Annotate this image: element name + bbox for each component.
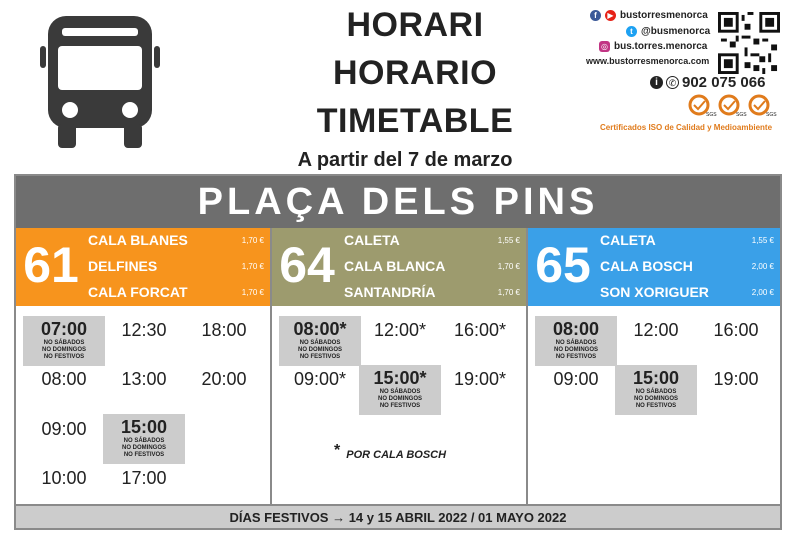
departure-time: 16:00* — [453, 320, 507, 340]
stop-name: CALA BLANCA — [344, 258, 446, 274]
bus-front-icon — [40, 12, 160, 152]
stop-price: 1,55 € — [497, 236, 520, 245]
iso-certification-text: Certificados ISO de Calidad y Medioambiente — [600, 123, 773, 132]
route-header — [16, 228, 270, 306]
route-number: 61 — [23, 237, 79, 293]
stop-price: 1,70 € — [241, 262, 264, 271]
restriction-no-saturdays: NO SÁBADOS — [635, 389, 677, 395]
departure-time: 16:00 — [713, 320, 759, 340]
facebook-handle: bustorresmenorca — [620, 10, 708, 21]
stop-name: CALETA — [600, 232, 656, 248]
holidays-footer: DÍAS FESTIVOS → 14 y 15 ABRIL 2022 / 01 MAYO 2022 — [16, 504, 780, 528]
stop-name: SANTANDRÍA — [344, 284, 436, 300]
departure-time: 15:00 — [632, 368, 680, 388]
restriction-no-holidays: NO FESTIVOS — [299, 354, 341, 360]
departure-time: 08:00* — [293, 319, 347, 339]
info-icon: i — [650, 76, 663, 89]
departure-time: 12:00* — [373, 320, 427, 340]
twitter-handle: @busmenorca — [641, 26, 711, 37]
departure-time: 07:00 — [40, 319, 88, 339]
departure-time: 09:00* — [293, 369, 347, 389]
youtube-icon: ▶ — [605, 10, 616, 21]
restriction-no-sundays: NO DOMINGOS — [121, 445, 166, 451]
twitter-icon: t — [626, 26, 637, 37]
restriction-no-saturdays: NO SÁBADOS — [555, 340, 597, 346]
instagram-handle: bus.torres.menorca — [614, 41, 708, 52]
restriction-no-holidays: NO FESTIVOS — [123, 452, 165, 458]
departure-time: 13:00 — [121, 369, 167, 389]
restriction-no-saturdays: NO SÁBADOS — [299, 340, 341, 346]
departure-time: 12:30 — [121, 320, 167, 340]
iso-certificate-icon — [718, 95, 747, 118]
facebook-icon: f — [590, 10, 601, 21]
departure-time: 10:00 — [41, 468, 87, 488]
contact-facebook-youtube — [590, 10, 708, 21]
stop-name: CALA BOSCH — [600, 258, 693, 274]
station-name: PLAÇA DELS PINS — [16, 176, 780, 228]
departure-time: 17:00 — [121, 468, 167, 488]
departure-restricted — [103, 414, 185, 464]
restriction-no-sundays: NO DOMINGOS — [553, 347, 598, 353]
title-spanish: HORARIO — [332, 54, 498, 92]
contact-twitter — [626, 26, 710, 37]
departure-time: 19:00 — [713, 369, 759, 389]
iso-badge-label: SGS — [766, 112, 777, 118]
footnote-text: POR CALA BOSCH — [346, 449, 447, 461]
restriction-no-holidays: NO FESTIVOS — [379, 403, 421, 409]
route-64-column — [272, 228, 528, 506]
restriction-no-holidays: NO FESTIVOS — [635, 403, 677, 409]
restriction-no-saturdays: NO SÁBADOS — [43, 340, 85, 346]
route-61-column — [16, 228, 272, 506]
stop-name: CALETA — [344, 232, 400, 248]
departure-restricted — [279, 316, 361, 366]
stop-price: 1,55 € — [751, 236, 774, 245]
departure-time: 20:00 — [201, 369, 247, 389]
route-number: 65 — [535, 237, 591, 293]
route-65-column — [528, 228, 780, 506]
stop-name: CALA FORCAT — [88, 284, 188, 300]
departure-time: 09:00 — [41, 419, 87, 439]
restriction-no-sundays: NO DOMINGOS — [41, 347, 86, 353]
route-footnote — [334, 442, 446, 461]
departure-time: 15:00 — [120, 417, 168, 437]
departure-time: 09:00 — [553, 369, 599, 389]
restriction-no-sundays: NO DOMINGOS — [633, 396, 678, 402]
iso-badges — [688, 95, 777, 118]
restriction-no-sundays: NO DOMINGOS — [297, 347, 342, 353]
restriction-no-holidays: NO FESTIVOS — [43, 354, 85, 360]
stop-price: 1,70 € — [241, 236, 264, 245]
contact-instagram — [599, 41, 707, 52]
instagram-icon: ◎ — [599, 41, 610, 52]
title-catalan: HORARI — [346, 6, 484, 44]
restriction-no-saturdays: NO SÁBADOS — [123, 438, 165, 444]
restriction-no-saturdays: NO SÁBADOS — [379, 389, 421, 395]
departure-time: 08:00 — [552, 319, 600, 339]
stop-price: 1,70 € — [241, 288, 264, 297]
iso-badge-label: SGS — [736, 112, 747, 118]
departure-time: 19:00* — [453, 369, 507, 389]
departure-restricted — [23, 316, 105, 366]
timetable-frame — [14, 174, 782, 530]
stop-name: CALA BLANES — [88, 232, 188, 248]
departure-time: 12:00 — [633, 320, 679, 340]
departure-time: 15:00* — [373, 368, 427, 388]
iso-certificate-icon — [748, 95, 777, 118]
stop-price: 2,00 € — [751, 262, 774, 271]
contact-phone — [650, 74, 765, 91]
route-header — [528, 228, 780, 306]
website-url: www.bustorresmenorca.com — [586, 56, 710, 66]
departure-time: 18:00 — [201, 320, 247, 340]
stop-price: 2,00 € — [751, 288, 774, 297]
valid-from-date: A partir del 7 de marzo — [297, 149, 513, 171]
departure-time: 08:00 — [41, 369, 87, 389]
restriction-no-sundays: NO DOMINGOS — [377, 396, 422, 402]
phone-icon: ✆ — [666, 76, 679, 89]
footnote-star: * — [334, 442, 341, 459]
stop-price: 1,70 € — [497, 262, 520, 271]
qr-code-icon — [718, 12, 780, 74]
departure-restricted — [615, 365, 697, 415]
stop-price: 1,70 € — [497, 288, 520, 297]
departure-restricted — [359, 365, 441, 415]
stop-name: SON XORIGUER — [600, 284, 709, 300]
iso-certificate-icon — [688, 95, 717, 118]
restriction-no-holidays: NO FESTIVOS — [555, 354, 597, 360]
route-number: 64 — [279, 237, 335, 293]
iso-badge-label: SGS — [706, 112, 717, 118]
title-english: TIMETABLE — [316, 102, 514, 140]
route-header — [272, 228, 526, 306]
phone-number: 902 075 066 — [682, 74, 766, 91]
stop-name: DELFINES — [88, 258, 158, 274]
departure-restricted — [535, 316, 617, 366]
